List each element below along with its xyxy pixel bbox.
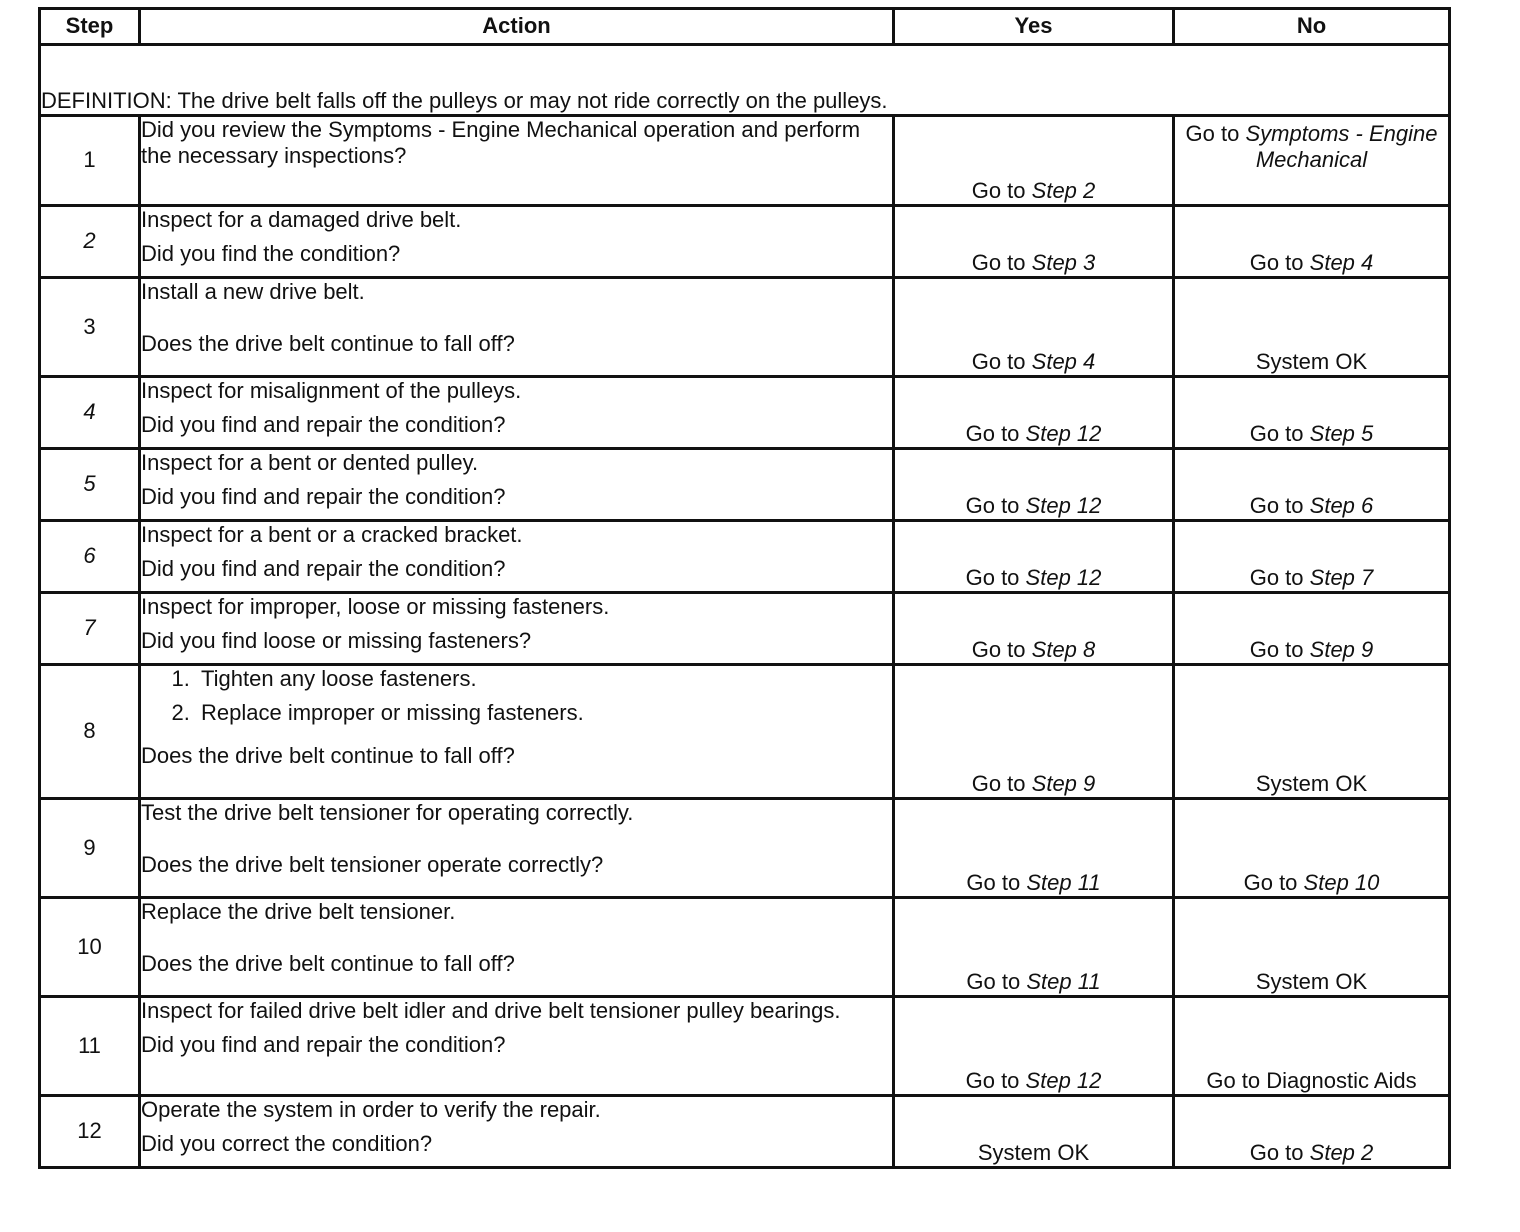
table-row <box>40 449 1450 521</box>
step-reference: Step 12 <box>1025 1067 1102 1093</box>
table-row <box>40 206 1450 278</box>
action-text: Inspect for misalignment of the pulleys. <box>141 378 522 403</box>
goto-prefix: Go to <box>965 1067 1020 1093</box>
goto-prefix: Go to <box>1249 636 1304 662</box>
step-reference: Step 12 <box>1025 420 1102 446</box>
step-number: 10 <box>40 898 140 997</box>
goto-prefix: Go to <box>971 770 1026 796</box>
step-number: 5 <box>40 449 140 521</box>
step-reference: Step 12 <box>1025 492 1102 518</box>
step-number: 12 <box>40 1096 140 1168</box>
step-reference: Step 9 <box>1031 770 1096 796</box>
symptoms-reference: Symptoms - Engine Mechanical <box>1245 121 1438 173</box>
yes-cell <box>894 665 1174 799</box>
action-text: Inspect for improper, loose or missing fasteners. <box>141 594 610 619</box>
step-reference: Step 2 <box>1309 1139 1374 1165</box>
step-reference: Step 7 <box>1309 564 1374 590</box>
yes-cell <box>894 449 1174 521</box>
action-cell <box>140 116 894 206</box>
action-question: Did you find the condition? <box>141 241 401 267</box>
table-row <box>40 799 1450 898</box>
step-reference: Step 8 <box>1031 636 1096 662</box>
action-cell <box>140 278 894 377</box>
yes-cell <box>894 521 1174 593</box>
table-row <box>40 665 1450 799</box>
goto-prefix: Go to <box>966 869 1021 895</box>
yes-cell <box>894 898 1174 997</box>
step-reference: Step 5 <box>1309 420 1374 446</box>
no-cell <box>1174 206 1450 278</box>
goto-prefix: Go to <box>966 968 1021 994</box>
list-item: 1. Tighten any loose fasteners. <box>196 666 892 692</box>
diagnostic-table-wrapper <box>38 7 1451 1169</box>
step-reference: Step 11 <box>1026 869 1101 895</box>
header-step: Step <box>40 9 140 45</box>
action-text: Install a new drive belt. <box>141 279 365 304</box>
yes-cell <box>894 799 1174 898</box>
yes-cell <box>894 206 1174 278</box>
table-row <box>40 521 1450 593</box>
goto-prefix: Go to <box>1249 420 1304 446</box>
diagnostic-table <box>38 7 1451 1169</box>
definition-row <box>40 45 1450 116</box>
goto-prefix: Go to <box>1243 869 1298 895</box>
table-row <box>40 1096 1450 1168</box>
no-cell <box>1174 521 1450 593</box>
yes-cell: System OK <box>894 1096 1174 1168</box>
table-row <box>40 898 1450 997</box>
action-cell <box>140 449 894 521</box>
yes-cell <box>894 116 1174 206</box>
goto-prefix: Go to <box>965 564 1020 590</box>
no-cell: System OK <box>1174 665 1450 799</box>
action-cell <box>140 206 894 278</box>
action-question: Does the drive belt continue to fall off? <box>141 742 515 768</box>
header-no: No <box>1174 9 1450 45</box>
action-cell <box>140 898 894 997</box>
action-question: Does the drive belt continue to fall off? <box>141 951 515 977</box>
table-header-row <box>40 9 1450 45</box>
action-text: Operate the system in order to verify the repair. <box>141 1097 601 1122</box>
step-reference: Step 10 <box>1303 869 1380 895</box>
step-reference: Step 6 <box>1309 492 1374 518</box>
yes-cell <box>894 377 1174 449</box>
goto-prefix: Go to <box>971 348 1026 374</box>
step-reference: Step 2 <box>1031 177 1096 203</box>
no-cell <box>1174 116 1450 206</box>
goto-prefix: Go to <box>971 177 1026 203</box>
action-cell <box>140 377 894 449</box>
goto-prefix: Go to <box>1249 249 1304 275</box>
table-row <box>40 377 1450 449</box>
list-item: 2. Replace improper or missing fasteners. <box>196 700 892 726</box>
action-text: Inspect for a bent or dented pulley. <box>141 450 479 475</box>
step-reference: Step 4 <box>1309 249 1374 275</box>
table-row <box>40 593 1450 665</box>
step-reference: Step 9 <box>1309 636 1374 662</box>
action-cell <box>140 665 894 799</box>
step-number: 8 <box>40 665 140 799</box>
action-question: Does the drive belt tensioner operate correctly? <box>141 852 604 878</box>
header-yes: Yes <box>894 9 1174 45</box>
table-row <box>40 116 1450 206</box>
step-reference: Step 4 <box>1031 348 1096 374</box>
no-cell: Go to Diagnostic Aids <box>1174 997 1450 1096</box>
goto-prefix: Go to <box>965 492 1020 518</box>
action-question: Did you find and repair the condition? <box>141 412 506 438</box>
action-text: Inspect for a damaged drive belt. <box>141 207 462 232</box>
action-cell <box>140 997 894 1096</box>
goto-prefix: Go to <box>1249 564 1304 590</box>
step-reference: Step 12 <box>1025 564 1102 590</box>
no-cell: System OK <box>1174 898 1450 997</box>
step-number: 1 <box>40 116 140 206</box>
goto-prefix: Go to <box>965 420 1020 446</box>
goto-prefix: Go to <box>1185 121 1240 146</box>
action-text: Test the drive belt tensioner for operating correctly. <box>141 800 634 825</box>
action-question: Did you find loose or missing fasteners? <box>141 628 532 654</box>
action-question: Did you find and repair the condition? <box>141 556 506 582</box>
definition-text: DEFINITION: The drive belt falls off the pulleys or may not ride correctly on the pulleys. <box>40 45 1450 116</box>
no-cell: System OK <box>1174 278 1450 377</box>
step-number: 6 <box>40 521 140 593</box>
action-question: Did you find and repair the condition? <box>141 484 506 510</box>
header-action: Action <box>140 9 894 45</box>
action-question: Does the drive belt continue to fall off? <box>141 331 515 357</box>
action-cell <box>140 1096 894 1168</box>
table-row <box>40 997 1450 1096</box>
step-reference: Step 11 <box>1026 968 1101 994</box>
yes-cell <box>894 997 1174 1096</box>
step-number: 3 <box>40 278 140 377</box>
step-number: 11 <box>40 997 140 1096</box>
action-cell <box>140 593 894 665</box>
goto-prefix: Go to <box>971 636 1026 662</box>
goto-prefix: Go to <box>1249 1139 1304 1165</box>
step-number: 4 <box>40 377 140 449</box>
step-reference: Step 3 <box>1031 249 1096 275</box>
action-question: Did you correct the condition? <box>141 1131 433 1157</box>
no-cell <box>1174 799 1450 898</box>
step-number: 9 <box>40 799 140 898</box>
table-row <box>40 278 1450 377</box>
step-number: 2 <box>40 206 140 278</box>
action-text: Inspect for failed drive belt idler and drive belt tensioner pulley bearings. <box>141 998 841 1023</box>
no-cell <box>1174 377 1450 449</box>
action-list <box>141 666 892 727</box>
yes-cell <box>894 593 1174 665</box>
goto-prefix: Go to <box>1249 492 1304 518</box>
action-question: Did you find and repair the condition? <box>141 1032 506 1058</box>
no-cell <box>1174 449 1450 521</box>
action-cell <box>140 799 894 898</box>
step-number: 7 <box>40 593 140 665</box>
goto-prefix: Go to <box>971 249 1026 275</box>
action-cell <box>140 521 894 593</box>
action-text: Inspect for a bent or a cracked bracket. <box>141 522 523 547</box>
no-cell <box>1174 593 1450 665</box>
action-text: Replace the drive belt tensioner. <box>141 899 456 924</box>
yes-cell <box>894 278 1174 377</box>
action-text: Did you review the Symptoms - Engine Mechanical operation and perform the necessary inspections? <box>141 117 861 169</box>
no-cell <box>1174 1096 1450 1168</box>
